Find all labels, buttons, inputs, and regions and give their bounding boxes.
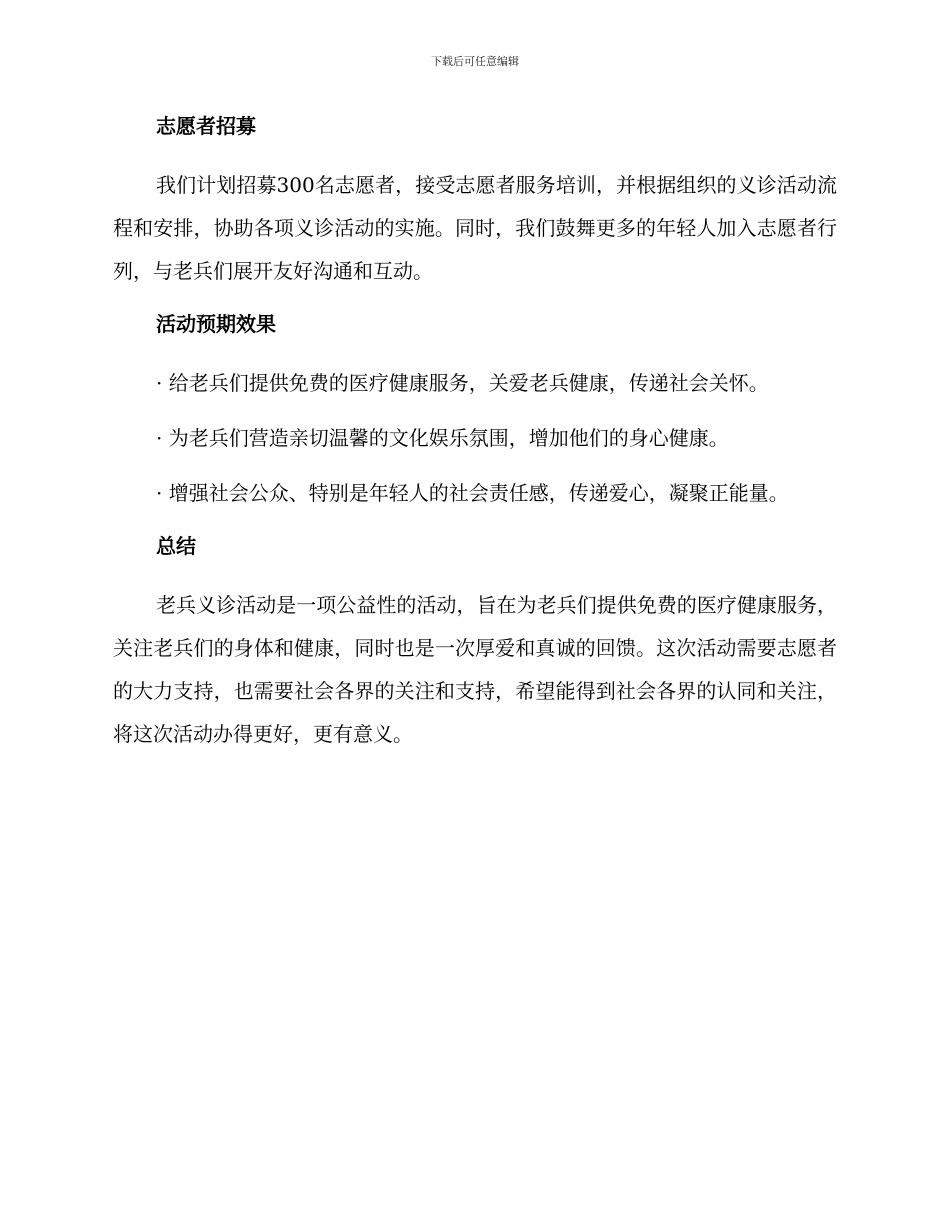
page-header-note: 下载后可任意编辑 — [431, 55, 519, 68]
expected-effect-item: · 增强社会公众、特别是年轻人的社会责任感，传递爱心，凝聚正能量。 — [156, 481, 789, 505]
summary-paragraph: 老兵义诊活动是一项公益性的活动，旨在为老兵们提供免费的医疗健康服务，关注老兵们的身体和健康，同时也是一次厚爱和真诚的回馈。这次活动需要志愿者的大力支持，也需要社会各界的关注和支持，希望能得到社会各界的认同和关注，将这次活动办得更好，更有意义。 — [113, 593, 837, 746]
document-body — [113, 106, 837, 756]
expected-effect-item: · 给老兵们提供免费的医疗健康服务，关爱老兵健康，传递社会关怀。 — [156, 371, 769, 395]
volunteer-recruitment-heading: 志愿者招募 — [156, 114, 256, 138]
expected-effects-heading: 活动预期效果 — [156, 312, 276, 336]
summary-heading: 总结 — [156, 534, 196, 558]
volunteer-recruitment-paragraph: 我们计划招募300名志愿者，接受志愿者服务培训，并根据组织的义诊活动流程和安排，协助各项义诊活动的实施。同时，我们鼓舞更多的年轻人加入志愿者行列，与老兵们展开友好沟通和互动。 — [113, 173, 837, 283]
expected-effect-item: · 为老兵们营造亲切温馨的文化娱乐氛围，增加他们的身心健康。 — [156, 426, 729, 450]
